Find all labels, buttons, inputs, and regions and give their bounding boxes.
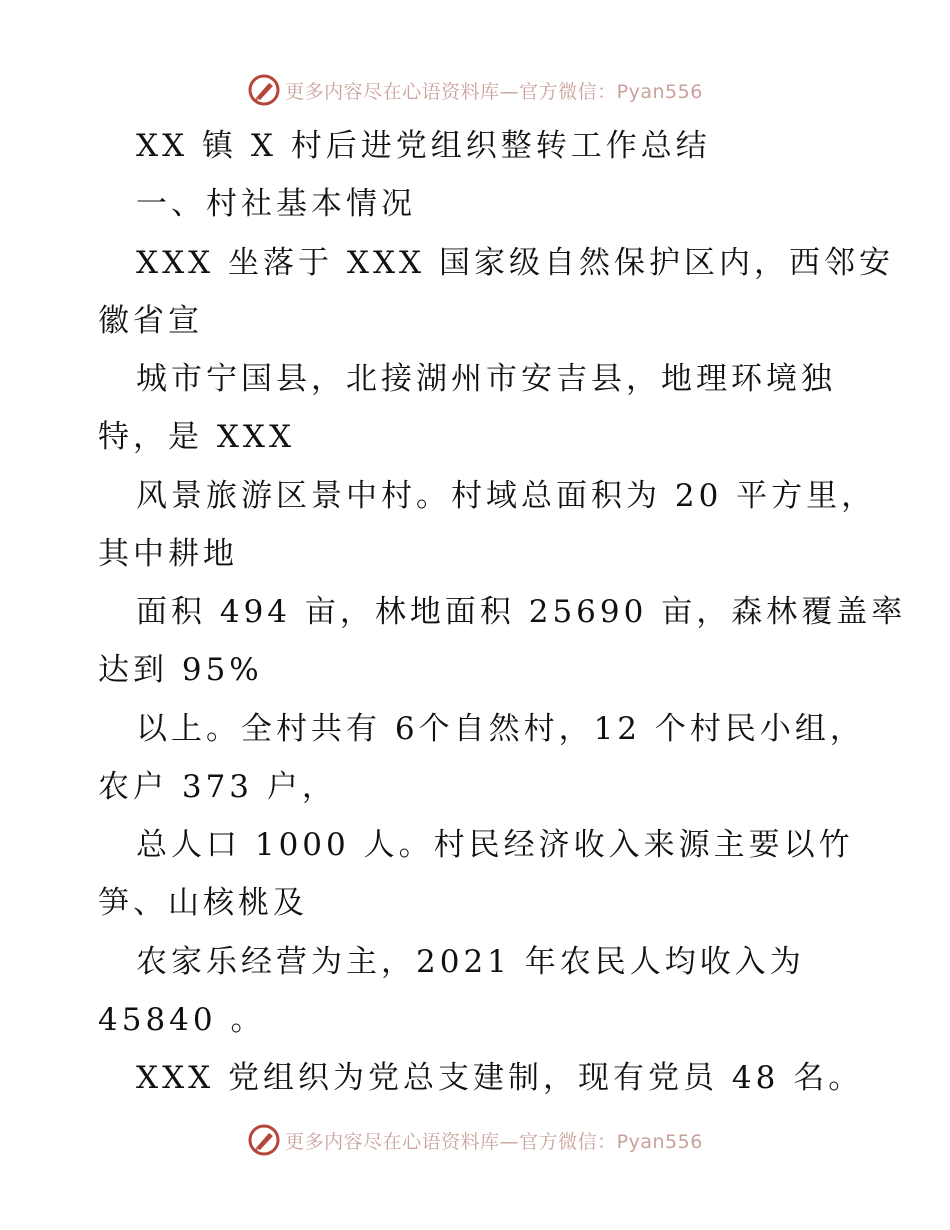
paragraph-line: 风景旅游区景中村。村域总面积为 20 平方里， — [136, 478, 877, 514]
paragraph-line: 农家乐经营为主，2021 年农民人均收入为 — [136, 944, 805, 980]
pen-logo-icon — [247, 73, 281, 107]
paragraph-line: 其中耕地 — [98, 536, 238, 572]
document-title: XX 镇 X 村后进党组织整转工作总结 — [136, 128, 711, 164]
paragraph-line: 城市宁国县，北接湖州市安吉县，地理环境独 — [136, 361, 836, 397]
paragraph-line: 农户 373 户， — [98, 769, 337, 805]
paragraph-line: 徽省宣 — [98, 303, 203, 339]
paragraph-line: 总人口 1000 人。村民经济收入来源主要以竹 — [136, 827, 854, 863]
paragraph-line: 面积 494 亩，林地面积 25690 亩，森林覆盖率 — [136, 594, 907, 630]
watermark-header — [0, 70, 950, 110]
section-heading: 一、村社基本情况 — [136, 186, 416, 222]
paragraph-line: 达到 95% — [98, 652, 263, 688]
paragraph-line: 笋、山核桃及 — [98, 885, 308, 921]
pen-logo-icon — [247, 1123, 281, 1157]
paragraph-line: XXX 党组织为党总支建制，现有党员 48 名。 — [136, 1060, 864, 1096]
watermark-text: 更多内容尽在心语资料库—官方微信：Pyan556 — [285, 1130, 703, 1153]
paragraph-line: 特，是 XXX — [98, 419, 296, 455]
watermark-text: 更多内容尽在心语资料库—官方微信：Pyan556 — [285, 80, 703, 103]
paragraph-line: 45840 。 — [98, 1002, 266, 1038]
paragraph-line: 以上。全村共有 6个自然村，12 个村民小组， — [136, 711, 865, 747]
paragraph-line: XXX 坐落于 XXX 国家级自然保护区内，西邻安 — [136, 245, 894, 281]
watermark-footer — [0, 1120, 950, 1160]
